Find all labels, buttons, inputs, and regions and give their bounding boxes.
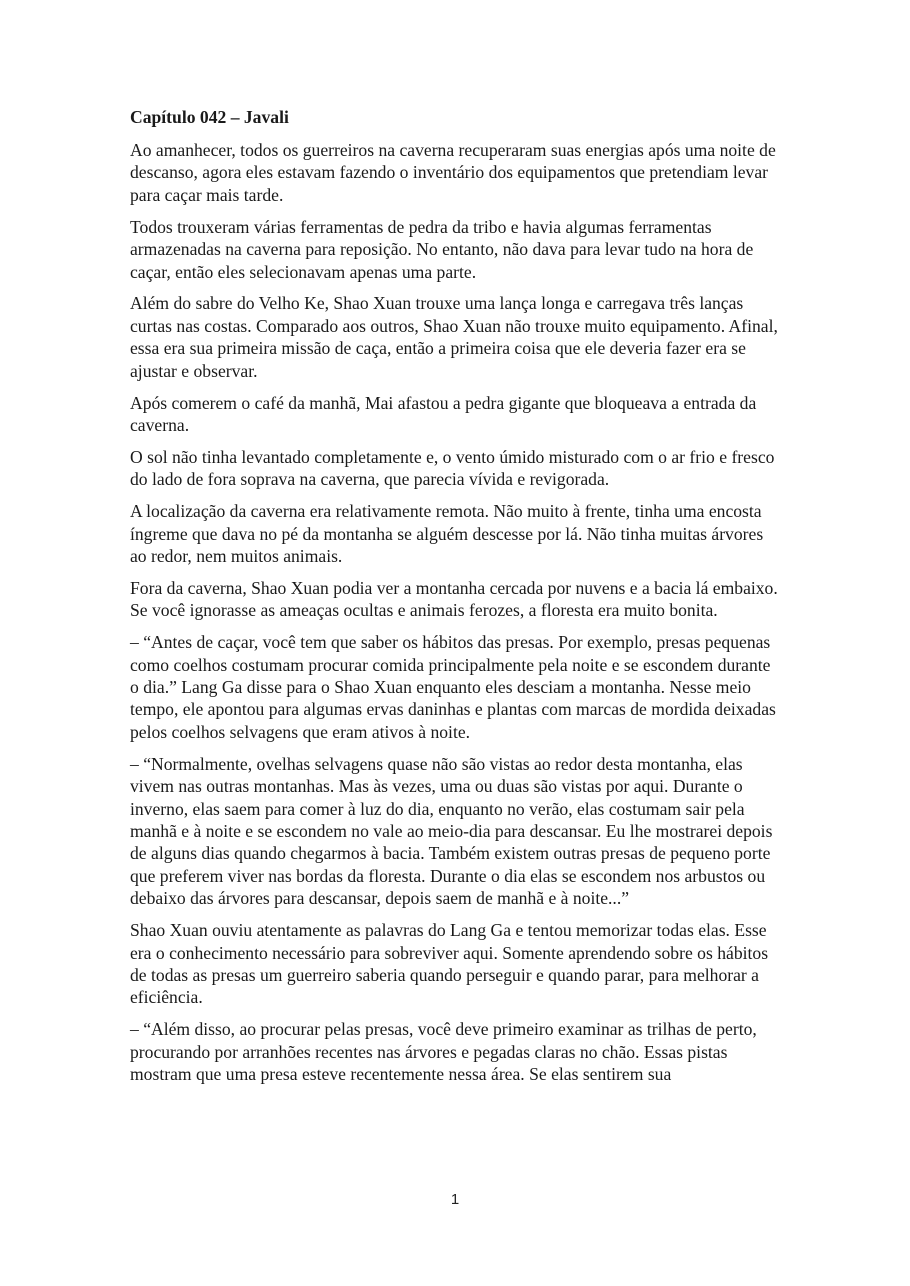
paragraph: Ao amanhecer, todos os guerreiros na caverna recuperaram suas energias após uma noite de descanso, agora eles estavam fazendo o inventário dos equipamentos que pretendiam levar para caçar mais tarde.	[130, 140, 776, 205]
paragraph: – “Normalmente, ovelhas selvagens quase não são vistas ao redor desta montanha, elas vivem nas outras montanhas. Mas às vezes, uma ou duas são vistas por aqui. Durante o inverno, elas saem para comer à luz do dia, enquanto no verão, elas costumam sair pela manhã e à noite e se escondem no vale ao meio-dia para descansar. Eu lhe mostrarei depois de alguns dias quando chegarmos à bacia. Também existem outras presas de pequeno porte que preferem viver nas bordas da floresta. Durante o dia elas se escondem nos arbustos ou debaixo das árvores para descansar, depois saem de manhã e à noite...”	[130, 753, 773, 909]
paragraph: Fora da caverna, Shao Xuan podia ver a montanha cercada por nuvens e a bacia lá embaixo. Se você ignorasse as ameaças ocultas e animais ferozes, a floresta era muito bonita.	[130, 577, 778, 621]
paragraph: – “Além disso, ao procurar pelas presas, você deve primeiro examinar as trilhas de perto, procurando por arranhões recentes nas árvores e pegadas claras no chão. Essas pistas mostram que uma presa esteve recentemente nessa área. Se elas sentirem sua	[130, 1019, 757, 1085]
paragraph: Após comerem o café da manhã, Mai afastou a pedra gigante que bloqueava a entrada da caverna.	[130, 392, 757, 435]
paragraph: Shao Xuan ouviu atentamente as palavras do Lang Ga e tentou memorizar todas elas. Esse era o conhecimento necessário para sobreviver aqui. Somente aprendendo sobre os hábitos de todas as presas um guerreiro saberia quando perseguir e quando parar, para melhorar a eficiência.	[130, 920, 769, 1008]
paragraph: Todos trouxeram várias ferramentas de pedra da tribo e havia algumas ferramentas armazenadas na caverna para reposição. No entanto, não dava para levar tudo na hora de caçar, então eles selecionavam apenas uma parte.	[130, 216, 754, 282]
chapter-title: Capítulo 042 – Javali	[130, 107, 289, 127]
paragraph: O sol não tinha levantado completamente e, o vento úmido misturado com o ar frio e fresco do lado de fora soprava na caverna, que parecia vívida e revigorada.	[130, 446, 775, 490]
page-number: 1	[450, 1191, 460, 1208]
paragraph: Além do sabre do Velho Ke, Shao Xuan trouxe uma lança longa e carregava três lanças curtas nas costas. Comparado aos outros, Shao Xuan não trouxe muito equipamento. Afinal, essa era sua primeira missão de caça, então a primeira coisa que ele deveria fazer era se ajustar e observar.	[130, 293, 778, 381]
paragraph: A localização da caverna era relativamente remota. Não muito à frente, tinha uma encosta íngreme que dava no pé da montanha se alguém descesse por lá. Não tinha muitas árvores ao redor, nem muitos animais.	[130, 501, 764, 566]
document-page	[130, 106, 782, 1095]
paragraph: – “Antes de caçar, você tem que saber os hábitos das presas. Por exemplo, presas pequenas como coelhos costumam procurar comida principalmente pela noite e se escondem durante o dia.” Lang Ga disse para o Shao Xuan enquanto eles desciam a montanha. Nesse meio tempo, ele apontou para algumas ervas daninhas e plantas com marcas de mordida deixadas pelos coelhos selvagens que eram ativos à noite.	[130, 632, 776, 742]
